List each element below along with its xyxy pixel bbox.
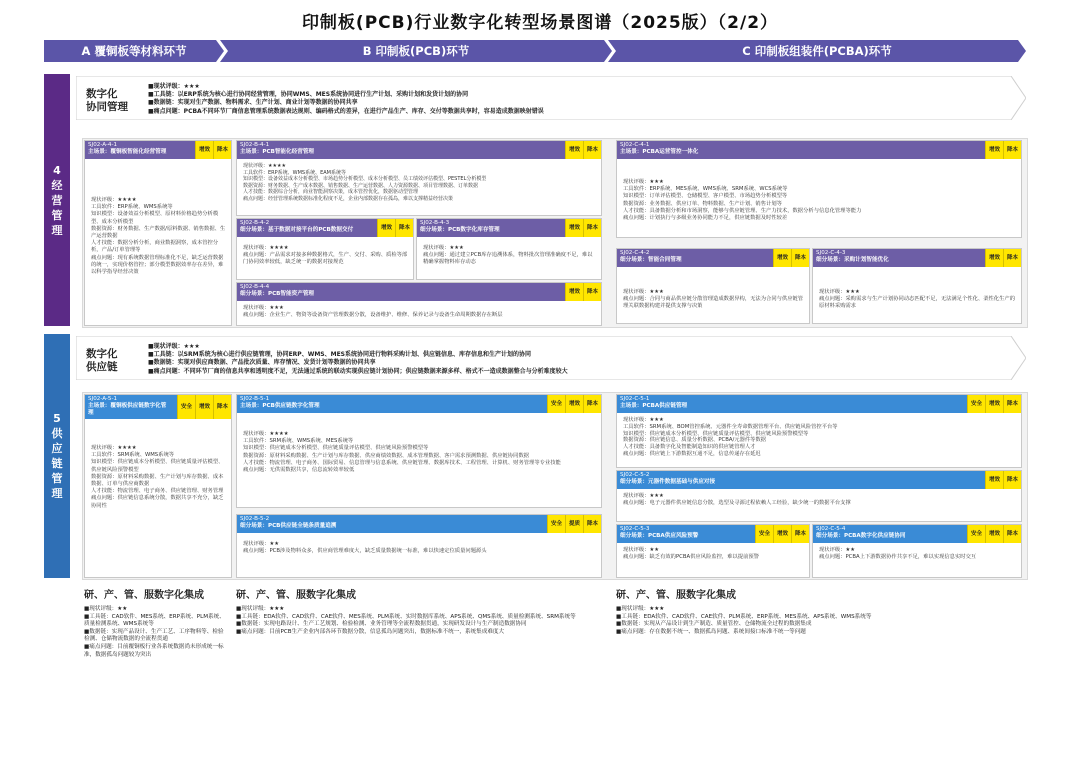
card-line: 人才技能：物流管理、电子商务、国际贸易、信息管理与信息系统、供应链管理、数据库技术、工程管理、计算机、财务管理等专业技能 <box>243 459 561 466</box>
band-text <box>148 83 928 116</box>
card-line: 现状评级：★★★ <box>623 493 664 499</box>
card-title: 主场景：覆铜板智能化经营管理 <box>88 149 167 155</box>
card-line: 痛点问题：合同与商品供应链分散管理造成数据异构，无法为合同与供应链管理关联数据构建并提供支撑与决策 <box>623 296 804 310</box>
card-line: 人才技能：数据分析分析，商业数据洞察，成本管控分析，产品/订单管理等 <box>91 240 219 254</box>
card-header <box>813 525 1021 543</box>
integration-line: ■数据链：实现电路设计、生产工艺规划、检验检测、业务管理等全流程数据贯通，实现研发设计与生产制造数据协同 <box>236 621 527 628</box>
card-code: SJ02-C-5-4 <box>816 526 846 532</box>
card-line: 工具软件：ERP系统、WMS系统、EAM系统等 <box>243 169 346 176</box>
card-title: 细分场景：PCB智能资产管理 <box>240 291 315 297</box>
card-header <box>85 141 231 159</box>
card-title: 细分场景：采购计划智能优化 <box>816 257 889 263</box>
tag-badge: 降本 <box>1003 249 1021 267</box>
card-line: 知识模型：供应链成本分析模型、供应链质量评估模型、供应链风险预警模型等 <box>243 445 429 452</box>
card-line: 现状评级：★★★★ <box>91 197 137 203</box>
tag-badge: 增效 <box>985 141 1003 159</box>
card-c-5-2[interactable] <box>616 470 1022 522</box>
card-title: 主场景：PCB供应链数字化管理 <box>240 403 320 409</box>
band-digital-collaboration <box>76 76 1026 120</box>
card-line: 现状评级：★★★★ <box>243 431 289 437</box>
tag-badge: 增效 <box>985 249 1003 267</box>
tag-badge: 降本 <box>583 395 601 413</box>
tag-badge: 增效 <box>195 395 213 419</box>
card-line: 工具软件：ERP系统、MES系统、WMS系统、SRM系统、WCS系统等 <box>623 186 788 193</box>
tag-badge: 增效 <box>377 219 395 237</box>
band-name: 数字化 供应链 <box>86 348 118 373</box>
card-header <box>617 471 1021 489</box>
card-line: 痛点问题：PCB涉及物料众多，供应商管理难度大，缺乏质量数据统一标准，难以快速定位质量问题源头 <box>243 548 487 555</box>
card-a-4-1[interactable] <box>84 140 232 326</box>
integration-text-c <box>616 606 1020 636</box>
card-code: SJ02-C-4-3 <box>816 250 846 256</box>
card-header <box>237 219 413 237</box>
integration-line: ■痛点问题：目前PCB生产企业内部各环节数据分散，信息孤岛问题突出，数据标准不统一，系统集成难度大 <box>236 628 505 635</box>
card-line: 现状评级：★★★★ <box>91 445 137 451</box>
card-header <box>617 141 1021 159</box>
tag-badge: 降本 <box>791 525 809 543</box>
band-line: ■工具链：以ERP系统为核心进行协同经营管理，协同WMS、MES系统协同进行生产计划、采购计划和发货计划的协同 <box>148 91 469 99</box>
tag-badge: 增效 <box>195 141 213 159</box>
tag-badge: 安全 <box>547 395 565 413</box>
tag-badge: 增效 <box>985 471 1003 489</box>
card-code: SJ02-C-5-1 <box>620 396 650 402</box>
sidebar-supply-chain <box>44 334 70 578</box>
band-line: ■现状评级：★★★ <box>148 343 200 350</box>
stage-b-header <box>220 40 612 62</box>
card-line: 数据资源：原材料采购数据、生产计划与库存数据、成本数据、订单与供应商数据 <box>91 473 224 488</box>
integration-text-a <box>84 606 226 659</box>
card-title: 主场景：覆铜板供应链数字化管理 <box>88 403 167 416</box>
card-code: SJ02-C-5-2 <box>620 472 650 478</box>
card-code: SJ02-C-4-2 <box>620 250 650 256</box>
integration-line: ■工具链：CAD软件、MES系统、ERP系统、PLM系统、质量检测系统、WMS系统等 <box>84 613 225 628</box>
integration-line: ■痛点问题：目前覆铜板行业各系统数据尚未形成统一标准，数据孤岛问题较为突出 <box>84 643 224 658</box>
tag-badge: 提质 <box>565 515 583 533</box>
card-title: 主场景：PCBA供应链管理 <box>620 403 688 409</box>
card-line: 现状评级：★★★ <box>243 305 284 311</box>
band-line: ■现状评级：★★★ <box>148 83 200 90</box>
card-title: 主场景：PCB智能化经营管理 <box>240 149 315 155</box>
card-title: 细分场景：基于数据对接平台的PCB数据交付 <box>240 227 354 233</box>
tag-badge: 增效 <box>985 525 1003 543</box>
tag-badge: 降本 <box>791 249 809 267</box>
stage-b-label: B 印制板(PCB)环节 <box>362 44 470 58</box>
integration-line: ■现状评级：★★ <box>84 606 128 612</box>
card-line: 知识模型：供应链成本分析模型、供应链质量评估模型、供应链风险预警模型等 <box>623 430 809 437</box>
tag-badge: 降本 <box>583 141 601 159</box>
card-line: 现状评级：★★ <box>819 547 855 553</box>
card-header <box>813 249 1021 267</box>
card-header <box>237 283 601 301</box>
card-a-5-1[interactable] <box>84 394 232 578</box>
sidebar-business-management <box>44 74 70 326</box>
card-b-4-3[interactable] <box>416 218 602 280</box>
band-line: ■数据链：实现对供应商数据、产品批次质量、库存情况、发货计划等数据的协同共享 <box>148 359 376 367</box>
card-code: SJ02-B-4-2 <box>240 220 270 226</box>
card-line: 现状评级：★★★ <box>423 245 464 251</box>
card-line: 人才技能：物流管理、电子商务、供应链管理、财务管理 <box>91 488 224 495</box>
card-line: 知识模型：供应链成本分析模型、供应链质量评估模型、供应链风险预警模型 <box>91 459 224 473</box>
tag-badge: 安全 <box>755 525 773 543</box>
card-b-4-4[interactable] <box>236 282 602 326</box>
card-line: 现状评级：★★ <box>243 541 279 547</box>
card-c-4-3[interactable] <box>812 248 1022 324</box>
card-b-4-1[interactable] <box>236 140 602 216</box>
tag-badge: 降本 <box>583 219 601 237</box>
card-line: 现状评级：★★ <box>623 547 659 553</box>
integration-line: ■数据链：实现产品设计、生产工艺、工序物料等、检验检测、仓储物流数据的全流程贯通 <box>84 628 224 643</box>
card-code: SJ02-A-5-1 <box>88 396 118 402</box>
integration-line: ■现状评级：★★★ <box>616 606 665 612</box>
card-c-5-1[interactable] <box>616 394 1022 468</box>
tag-badge: 降本 <box>1003 525 1021 543</box>
card-c-4-1[interactable] <box>616 140 1022 238</box>
card-title: 细分场景：PCB供应链全链条质量追溯 <box>240 523 337 529</box>
card-b-5-1[interactable] <box>236 394 602 508</box>
band-line: ■数据链：实现对生产数据、物料需求、生产计划、商业计划等数据的协同共享 <box>148 99 358 107</box>
card-c-4-2[interactable] <box>616 248 810 324</box>
card-line: 痛点问题：通过建立PCB库存追溯体系，物料批次管理准确度不足，难以精确掌握物料库存动态 <box>423 252 593 266</box>
card-header <box>617 249 809 267</box>
card-header <box>617 395 1021 413</box>
card-c-5-4[interactable] <box>812 524 1022 578</box>
card-line: 痛点问题：产品需求对接多种数据格式，生产、交付、采购、质检等部门协同效率较低，缺乏统一的数据对接规范 <box>243 252 408 266</box>
card-line: 痛点问题：电子元器件供应链信息分散，选型及寻源过程依赖人工经验，缺少统一的数据平台支撑 <box>623 500 851 507</box>
tag-badge: 降本 <box>1003 471 1021 489</box>
card-line: 痛点问题：无供需数据共享，信息流转效率较低 <box>243 467 355 474</box>
tag-badge: 增效 <box>565 283 583 301</box>
card-line: 数据资源：原材料采购数据、生产计划与库存数据、供应商绩效数据、成本管理数据、客户需求预测数据、供应链协同数据 <box>243 452 530 459</box>
tag-badge: 降本 <box>583 283 601 301</box>
card-b-5-2[interactable] <box>236 514 602 578</box>
tag-badge: 安全 <box>547 515 565 533</box>
stage-c-label: C 印制板组装件(PCBA)环节 <box>742 44 892 58</box>
card-line: 知识模型：订单评估模型、仓储模型、客户模型、市场趋势分析模型等 <box>623 193 788 200</box>
card-title: 细分场景：PCBA供应风险预警 <box>620 533 699 539</box>
integration-text-b <box>236 606 600 636</box>
integration-title-a: 研、产、管、服数字化集成 <box>84 590 204 601</box>
tag-badge: 安全 <box>177 395 195 419</box>
card-line: 痛点问题：缺乏有效的PCBA供应风险监控，难以提前预警 <box>623 554 759 561</box>
tag-badge: 增效 <box>773 525 791 543</box>
card-code: SJ02-C-4-1 <box>620 142 650 148</box>
card-b-4-2[interactable] <box>236 218 414 280</box>
integration-title-b: 研、产、管、服数字化集成 <box>236 590 356 601</box>
page-title: 印制板(PCB)行业数字化转型场景图谱（2025版）（2/2） <box>301 13 779 33</box>
card-code: SJ02-B-5-2 <box>240 516 270 522</box>
integration-line: ■现状评级：★★★ <box>236 606 285 612</box>
card-code: SJ02-C-5-3 <box>620 526 650 532</box>
card-code: SJ02-B-4-1 <box>240 142 270 148</box>
card-line: 人才技能：具备数字化及智能制造知识的供应链管理人才 <box>623 444 756 451</box>
card-line: 现状评级：★★★ <box>623 417 664 423</box>
card-title: 主场景：PCBA运营管控一体化 <box>620 149 699 155</box>
band-digital-supply-chain <box>76 336 1026 380</box>
card-line: 数据资源：财务数据、生产成本数据、销售数据、生产运营数据、人力资源数据、项目管理数据、订单数据 <box>243 182 479 189</box>
stage-a-label: A 覆铜板等材料环节 <box>81 44 187 58</box>
card-title: 细分场景：PCBA数字化供应链协同 <box>816 533 906 539</box>
card-title: 细分场景：PCB数字化库存管理 <box>420 227 500 233</box>
card-line: 数据资源：财务数据、生产数据/原料数据、销售数据、生产运营数据 <box>91 225 226 240</box>
tag-badge: 增效 <box>565 219 583 237</box>
card-code: SJ02-B-4-3 <box>420 220 450 226</box>
card-line: 痛点问题：PCBA上下游数据协作共享不足，难以实现信息实时交互 <box>819 554 977 561</box>
band-line: ■痛点问题：PCBA不同环节厂商信息管理系统数据表达规则、编码格式的差异，在进行产品生产、库存、交付等数据共享时，容易造成数据映射错误 <box>148 107 544 115</box>
card-line: 数据资源：供应链信息、质量分析数据、PCBA/元器件等数据 <box>623 437 767 444</box>
card-c-5-3[interactable] <box>616 524 810 578</box>
card-line: 现状评级：★★★★ <box>243 245 289 251</box>
card-line: 痛点问题：企业生产、物资等设备资产管理数据分散，设备维护、维修、保养记录与设备生命周期数据存在断层 <box>243 312 503 319</box>
card-line: 痛点问题：供应链信息系统分散，数据共享不充分，缺乏协同性 <box>91 495 224 509</box>
tag-badge: 安全 <box>967 395 985 413</box>
card-line: 痛点问题：采购需求与生产计划协同动态匹配不足，无法满足个性化、柔性化生产的原材料采购需求 <box>819 296 1015 310</box>
band-line: ■工具链：以SRM系统为核心进行供应链管理，协同ERP、WMS、MES系统协同进行物料采购计划、供应链信息、库存信息和生产计划的协同 <box>148 351 532 359</box>
sidebar-label: 4 经 营 管 理 <box>51 163 63 237</box>
integration-line: ■数据链：实现从产品设计到生产制造、质量管控、仓储物流全过程的数据集成 <box>616 621 812 628</box>
sidebar-label: 5 供 应 链 管 理 <box>51 412 63 500</box>
integration-line: ■工具链：EDA软件、CAD软件、CAE软件、MES系统、PLM系统、实时数据库系统、APS系统、QMS系统、质量检测系统、SRM系统等 <box>236 613 576 620</box>
band-line: ■痛点问题：不同环节厂商的信息共享和透明度不足，无法通过系统的联动实现供应链计划协同；供应链数据来源多样、格式不一造成数据整合与分析难度较大 <box>148 367 568 375</box>
card-header <box>617 525 809 543</box>
stage-a-header <box>44 40 224 62</box>
card-title: 细分场景：元器件数据基础与供应对接 <box>620 479 716 485</box>
card-line: 人才技能：具备数据分析和市场洞察，能够与供应链管理、生产力技术，数据分析与信息化管理等能力 <box>623 207 862 214</box>
card-header <box>237 515 601 533</box>
card-line: 现状评级：★★★ <box>623 179 664 185</box>
card-line: 知识模型：设备效益分析模型、原材料价格趋势分析模型、成本分析模型 <box>91 211 219 225</box>
card-line: 工具软件：SRM系统、BOM管控系统、元器件全寿命数据管理平台、供应链风险管控平台等 <box>623 423 838 430</box>
tag-badge: 安全 <box>967 525 985 543</box>
tag-badge: 增效 <box>565 395 583 413</box>
card-title: 细分场景：智能合同管理 <box>620 257 682 263</box>
tag-badge: 增效 <box>773 249 791 267</box>
card-line: 数据资源：业务数据、供应订单、物料数据、生产计划、销售计划等 <box>623 200 782 207</box>
card-line: 痛点问题：计划执行与多级业务协同能力不足，供应链数据及时性较差 <box>623 215 788 222</box>
tag-badge: 降本 <box>395 219 413 237</box>
card-line: 痛点问题：经营管理系统数据标准化程度不足，企业内部数据存在孤岛，难以支撑精益经营决策 <box>243 195 454 202</box>
card-line: 现状评级：★★★ <box>819 289 860 295</box>
stage-c-header <box>608 40 1026 62</box>
tag-badge: 降本 <box>213 395 231 419</box>
tag-badge: 降本 <box>583 515 601 533</box>
integration-line: ■痛点问题：存在数据不统一、数据孤岛问题、系统间接口标准不统一等问题 <box>616 628 806 635</box>
card-line: 人才技能：数据综合分析，商业智能洞察决策，成本管控优化，数据驱动型管理 <box>243 189 419 196</box>
card-code: SJ02-B-5-1 <box>240 396 270 402</box>
card-line: 工具软件：SRM系统、WMS系统、MES系统等 <box>243 438 354 445</box>
card-line: 痛点问题：供应链上下游数据互通不足，信息传递存在延迟 <box>623 450 761 457</box>
tag-badge: 降本 <box>213 141 231 159</box>
integration-title-c: 研、产、管、服数字化集成 <box>616 590 736 601</box>
card-line: 知识模型：设备效益成本分析模型、市场趋势分析模型、成本分析模型、员工绩效评估模型、PESTEL分析模型 <box>243 176 487 183</box>
tag-badge: 降本 <box>1003 395 1021 413</box>
card-header <box>237 395 601 413</box>
card-line: 现状评级：★★★★ <box>243 163 286 169</box>
tag-badge: 降本 <box>1003 141 1021 159</box>
tag-badge: 增效 <box>565 141 583 159</box>
tag-badge: 增效 <box>985 395 1003 413</box>
card-line: 工具软件：ERP系统、WMS系统等 <box>91 204 173 211</box>
card-code: SJ02-B-4-4 <box>240 284 270 290</box>
card-line: 工具软件：SRM系统、WMS系统等 <box>91 452 175 459</box>
band-name: 数字化 协同管理 <box>86 88 128 113</box>
card-line: 现状评级：★★★ <box>623 289 664 295</box>
card-header <box>417 219 601 237</box>
card-line: 痛点问题：现有系统数据管理标准化不足，缺乏运营数据的统一，实现价格管控；部分模型数据效率存在差异，难以科学指导经营决策 <box>91 254 224 276</box>
band-text <box>148 343 928 376</box>
card-header <box>237 141 601 159</box>
card-header <box>85 395 231 419</box>
card-code: SJ02-A-4-1 <box>88 142 118 148</box>
integration-line: ■工具链：EDA软件、CAD软件、CAE软件、PLM系统、ERP系统、MES系统、APS系统、WMS系统等 <box>616 613 872 620</box>
